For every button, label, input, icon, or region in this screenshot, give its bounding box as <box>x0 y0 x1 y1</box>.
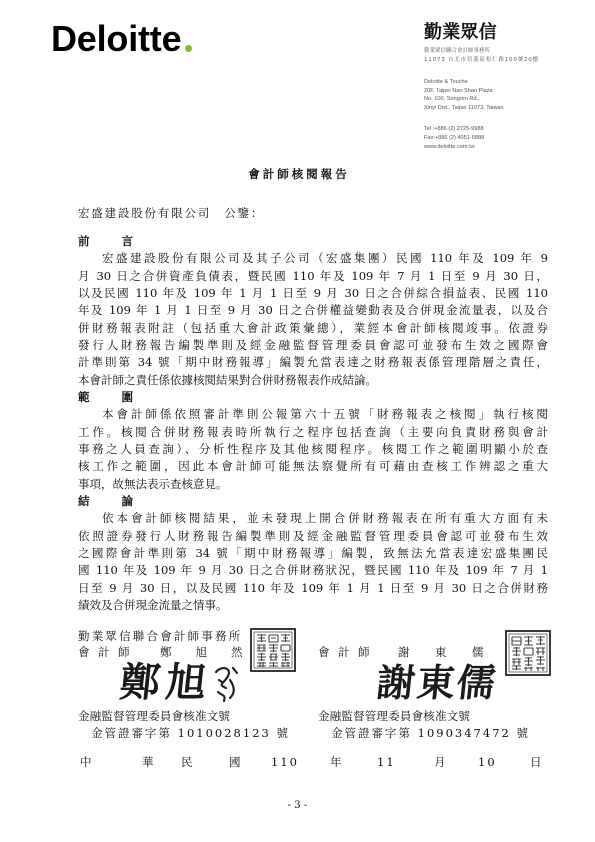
address-en-line: 20F, Taipei Nan Shan Plaza <box>424 88 493 94</box>
deloitte-logo <box>51 18 182 59</box>
section-heading-preface: 前 言 <box>78 234 136 248</box>
page-number: - 3 - <box>287 800 308 811</box>
paragraph-line: 事項，故無法表示查核意見。 <box>78 476 228 491</box>
address-en-line: No. 100, Songren Rd., <box>424 96 480 102</box>
approval-number: 金管證審字第 1010028123 號 <box>91 726 290 740</box>
approval-label: 金融監督管理委員會核准文號 <box>78 709 231 723</box>
date-year: 110 <box>271 755 299 769</box>
logo-wordmark: Deloitte <box>51 18 182 59</box>
accountant-title: 會計師 <box>318 645 378 659</box>
paragraph-line: 核工作之範圍，因此本會計師可能無法察覺所有可藉由查核工作辨認之重大 <box>78 459 548 474</box>
accountant-title: 會計師 <box>78 645 138 659</box>
accountant-name: 謝東儒 <box>398 645 509 659</box>
date-month-unit: 月 <box>434 755 446 769</box>
paragraph-line: 以及民國 110 年及 109 年 1 月 1 日至 9 月 30 日之合併綜合損益表、民國 110 <box>78 285 548 300</box>
paragraph-line: 併財務報表附註（包括重大會計政策彙總），業經本會計師核閱竣事。依證券 <box>78 320 548 335</box>
paragraph-line: 年及 109 年 1 月 1 日至 9 月 30 日之合併權益變動表及合併現金流量表，以及合 <box>78 303 548 318</box>
seal-stamp-right <box>505 630 551 676</box>
paragraph-line: 日至 9 月 30 日，以及民國 110 年及 109 年 1 月 1 日至 9 月 30 日之合併財務 <box>78 580 548 595</box>
handwritten-signature: 謝東儒 <box>374 660 500 705</box>
approval-label: 金融監督管理委員會核准文號 <box>318 709 471 723</box>
date-era-char: 中 <box>80 755 92 769</box>
address-cn: 11073 台北市信義區松仁路100號20樓 <box>424 57 539 63</box>
date-era-char: 華 <box>142 755 154 769</box>
logo-green-dot <box>185 45 192 52</box>
handwritten-signature: 鄭旭 <box>117 659 215 706</box>
paragraph-line: 國 110 年及 109 年 9 月 30 日之合併財務狀況，暨民國 110 年及 109 年 7 月 1 <box>78 563 548 578</box>
firm-full-name-cn: 勤業眾信聯合會計師事務所 <box>424 48 491 54</box>
paragraph-line: 依照證券發行人財務報告編製準則及經金融監督管理委員會認可並發布生效 <box>78 528 548 543</box>
telephone: Tel :+886 (2) 2725-9988 <box>424 126 484 132</box>
report-title: 會計師核閱報告 <box>248 167 350 181</box>
paragraph-line: 月 30 日之合併資產負債表，暨民國 110 年及 109 年 7 月 1 日至 9 月 30 日， <box>78 268 548 283</box>
paragraph-line: 工作。核閱合併財務報表時所執行之程序包括查詢（主要向負責財務與會計 <box>78 424 548 439</box>
signature-scribble <box>211 662 241 704</box>
firm-name-en: Deloitte & Touche <box>424 79 468 85</box>
paragraph-line: 計準則第 34 號「期中財務報導」編製允當表達之財務報表係管理階層之責任， <box>78 355 548 370</box>
section-heading-conclusion: 結 論 <box>78 493 136 508</box>
date-month: 11 <box>377 755 396 769</box>
section-heading-scope: 範 圍 <box>78 389 136 404</box>
addressee: 宏盛建設股份有限公司 公鑒： <box>78 206 265 220</box>
address-en-line: Xinyi Dist., Taipei 11073, Taiwan <box>424 105 504 111</box>
paragraph-line: 績效及合併現金流量之情事。 <box>78 597 228 612</box>
signing-firm: 勤業眾信聯合會計師事務所 <box>78 629 243 643</box>
report-body <box>78 233 548 614</box>
paragraph-line: 之國際會計準則第 34 號「期中財務報導」編製，致無法允當表達宏盛集團民 <box>78 545 548 560</box>
paragraph-line: 本會計師係依照審計準則公報第六十五號「財務報表之核閱」執行核閱 <box>102 407 548 422</box>
date-era-char: 民 <box>181 755 193 769</box>
fax: Fax:+886 (2) 4051-6888 <box>424 135 485 141</box>
approval-number: 金管證審字第 1090347472 號 <box>331 726 530 740</box>
website: www.deloitte.com.tw <box>424 144 475 150</box>
date-era-char: 國 <box>229 755 241 769</box>
paragraph-line: 事務之人員查詢）、分析性程序及其他核閱程序。核閱工作之範圍明顯小於查 <box>78 441 548 456</box>
date-year-unit: 年 <box>330 755 342 769</box>
date-day: 10 <box>478 755 497 769</box>
paragraph-line: 本會計師之責任係依據核閱結果對合併財務報表作成結論。 <box>78 372 377 387</box>
firm-name-cn: 勤業眾信 <box>424 22 497 43</box>
accountant-name: 鄭旭然 <box>160 645 267 659</box>
seal-stamp-left <box>250 628 296 672</box>
paragraph-line: 發行人財務報告編製準則及經金融監督管理委員會認可並發布生效之國際會 <box>78 337 548 352</box>
paragraph-line: 依本會計師核閱結果，並未發現上開合併財務報表在所有重大方面有未 <box>102 511 548 526</box>
date-day-unit: 日 <box>530 755 542 769</box>
paragraph-line: 宏盛建設股份有限公司及其子公司（宏盛集團）民國 110 年及 109 年 9 <box>102 251 548 266</box>
